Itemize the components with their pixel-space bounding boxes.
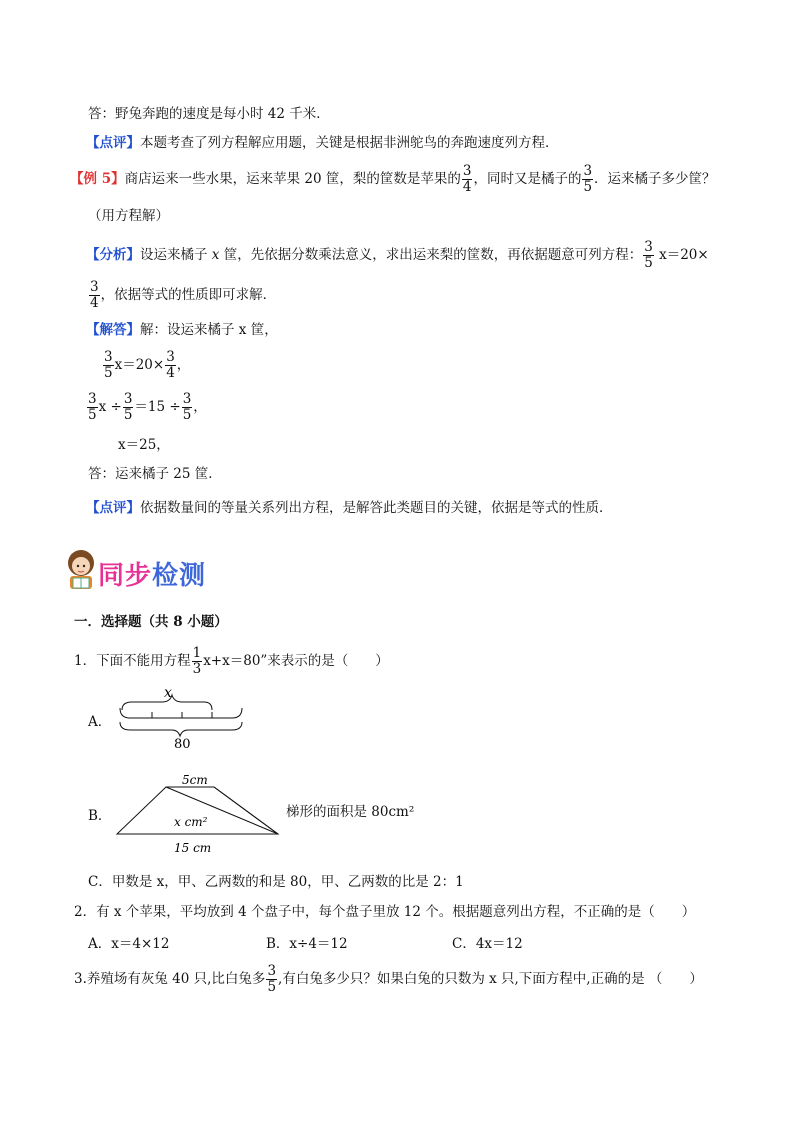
fraction: $\frac{3}{5}$ [583,163,593,195]
option-a-diagram [112,682,252,752]
example-5-question [70,162,716,196]
solution-step-3: x＝25， [118,437,170,453]
q2-option-c: C．4x＝12 [452,936,523,952]
option-c: C．甲数是 x，甲、乙两数的和是 80，甲、乙两数的比是 2：1 [88,874,464,890]
trapezoid-diagram [112,770,284,858]
question-text: 商店运来一些水果，运来苹果 20 筐，梨的筐数是苹果的 [124,171,461,187]
analysis-tag: 【分析】 [86,247,140,263]
q2-option-a: A．x＝4×12 [88,936,170,952]
analysis-line-2: $\frac{3}{4}$ ，依据等式的性质即可求解． [90,279,277,311]
analysis-line: 【分析】设运来橘子 x 筐，先依据分数乘法意义，求出运来梨的筐数，再依据题意可列方程： $\frac{3}{5}$ x＝20× [86,239,709,271]
comment-line [86,133,559,153]
question-3: 3.养殖场有灰兔 40 只,比白兔多 $\frac{3}{5}$ ,有白兔多少只？如果白兔的只数为 x 只,下面方程中,正确的是 （ ） [74,963,703,995]
solution-tag: 【解答】 [86,322,140,338]
question-note: （用方程解） [88,208,169,224]
answer-text: 答：运来橘子 25 筐． [88,466,222,482]
comment-line: 【点评】依据数量间的等量关系列出方程，是解答此类题目的关键，依据是等式的性质． [86,500,613,516]
area-label: x cm² [174,815,208,829]
question-text: ，同时又是橘子的 [473,171,582,187]
total-label: 80 [174,737,191,752]
option-a-label: A． [88,714,112,730]
brace-label: x [164,685,172,701]
comment-tag: 【点评】 [86,135,140,151]
bottom-base-label: 15 cm [174,841,212,855]
question-1: 1．下面不能用方程 $\frac{1}{3}$ x+x＝80”来表示的是（ ） [74,645,389,677]
solution-step-1: $\frac{3}{5}$ x＝20× $\frac{3}{4}$ ， [104,349,191,381]
q2-option-b: B．x÷4＝12 [266,936,348,952]
top-base-label: 5cm [182,773,208,787]
example-tag: 【例 5】 [70,171,125,187]
comment-tag: 【点评】 [86,500,140,516]
fraction: $\frac{3}{4}$ [462,163,472,195]
question-2: 2．有 x 个苹果，平均放到 4 个盘子中，每个盘子里放 12 个。根据题意列出方程，不正确的是（ ） [74,904,696,920]
trapezoid-note: 梯形的面积是 80cm² [286,804,415,820]
comment-text: 本题考查了列方程解应用题，关键是根据非洲鸵鸟的奔跑速度列方程． [140,135,559,151]
part-heading: 一．选择题（共 8 小题） [74,614,228,630]
girl-reading-icon [62,548,100,592]
answer-text: 答：野兔奔跑的速度是每小时 42 千米． [88,106,330,122]
question-text: ．运来橘子多少筐？ [594,171,716,187]
solution-step-2: $\frac{3}{5}$ x ÷ $\frac{3}{5}$ ＝15 ÷ $\frac{3}{5}$ ， [88,391,207,423]
option-b-label: B． [88,808,112,824]
section-title: 同步检测 [98,561,207,591]
solution-line: 【解答】解：设运来橘子 x 筐， [86,322,278,338]
